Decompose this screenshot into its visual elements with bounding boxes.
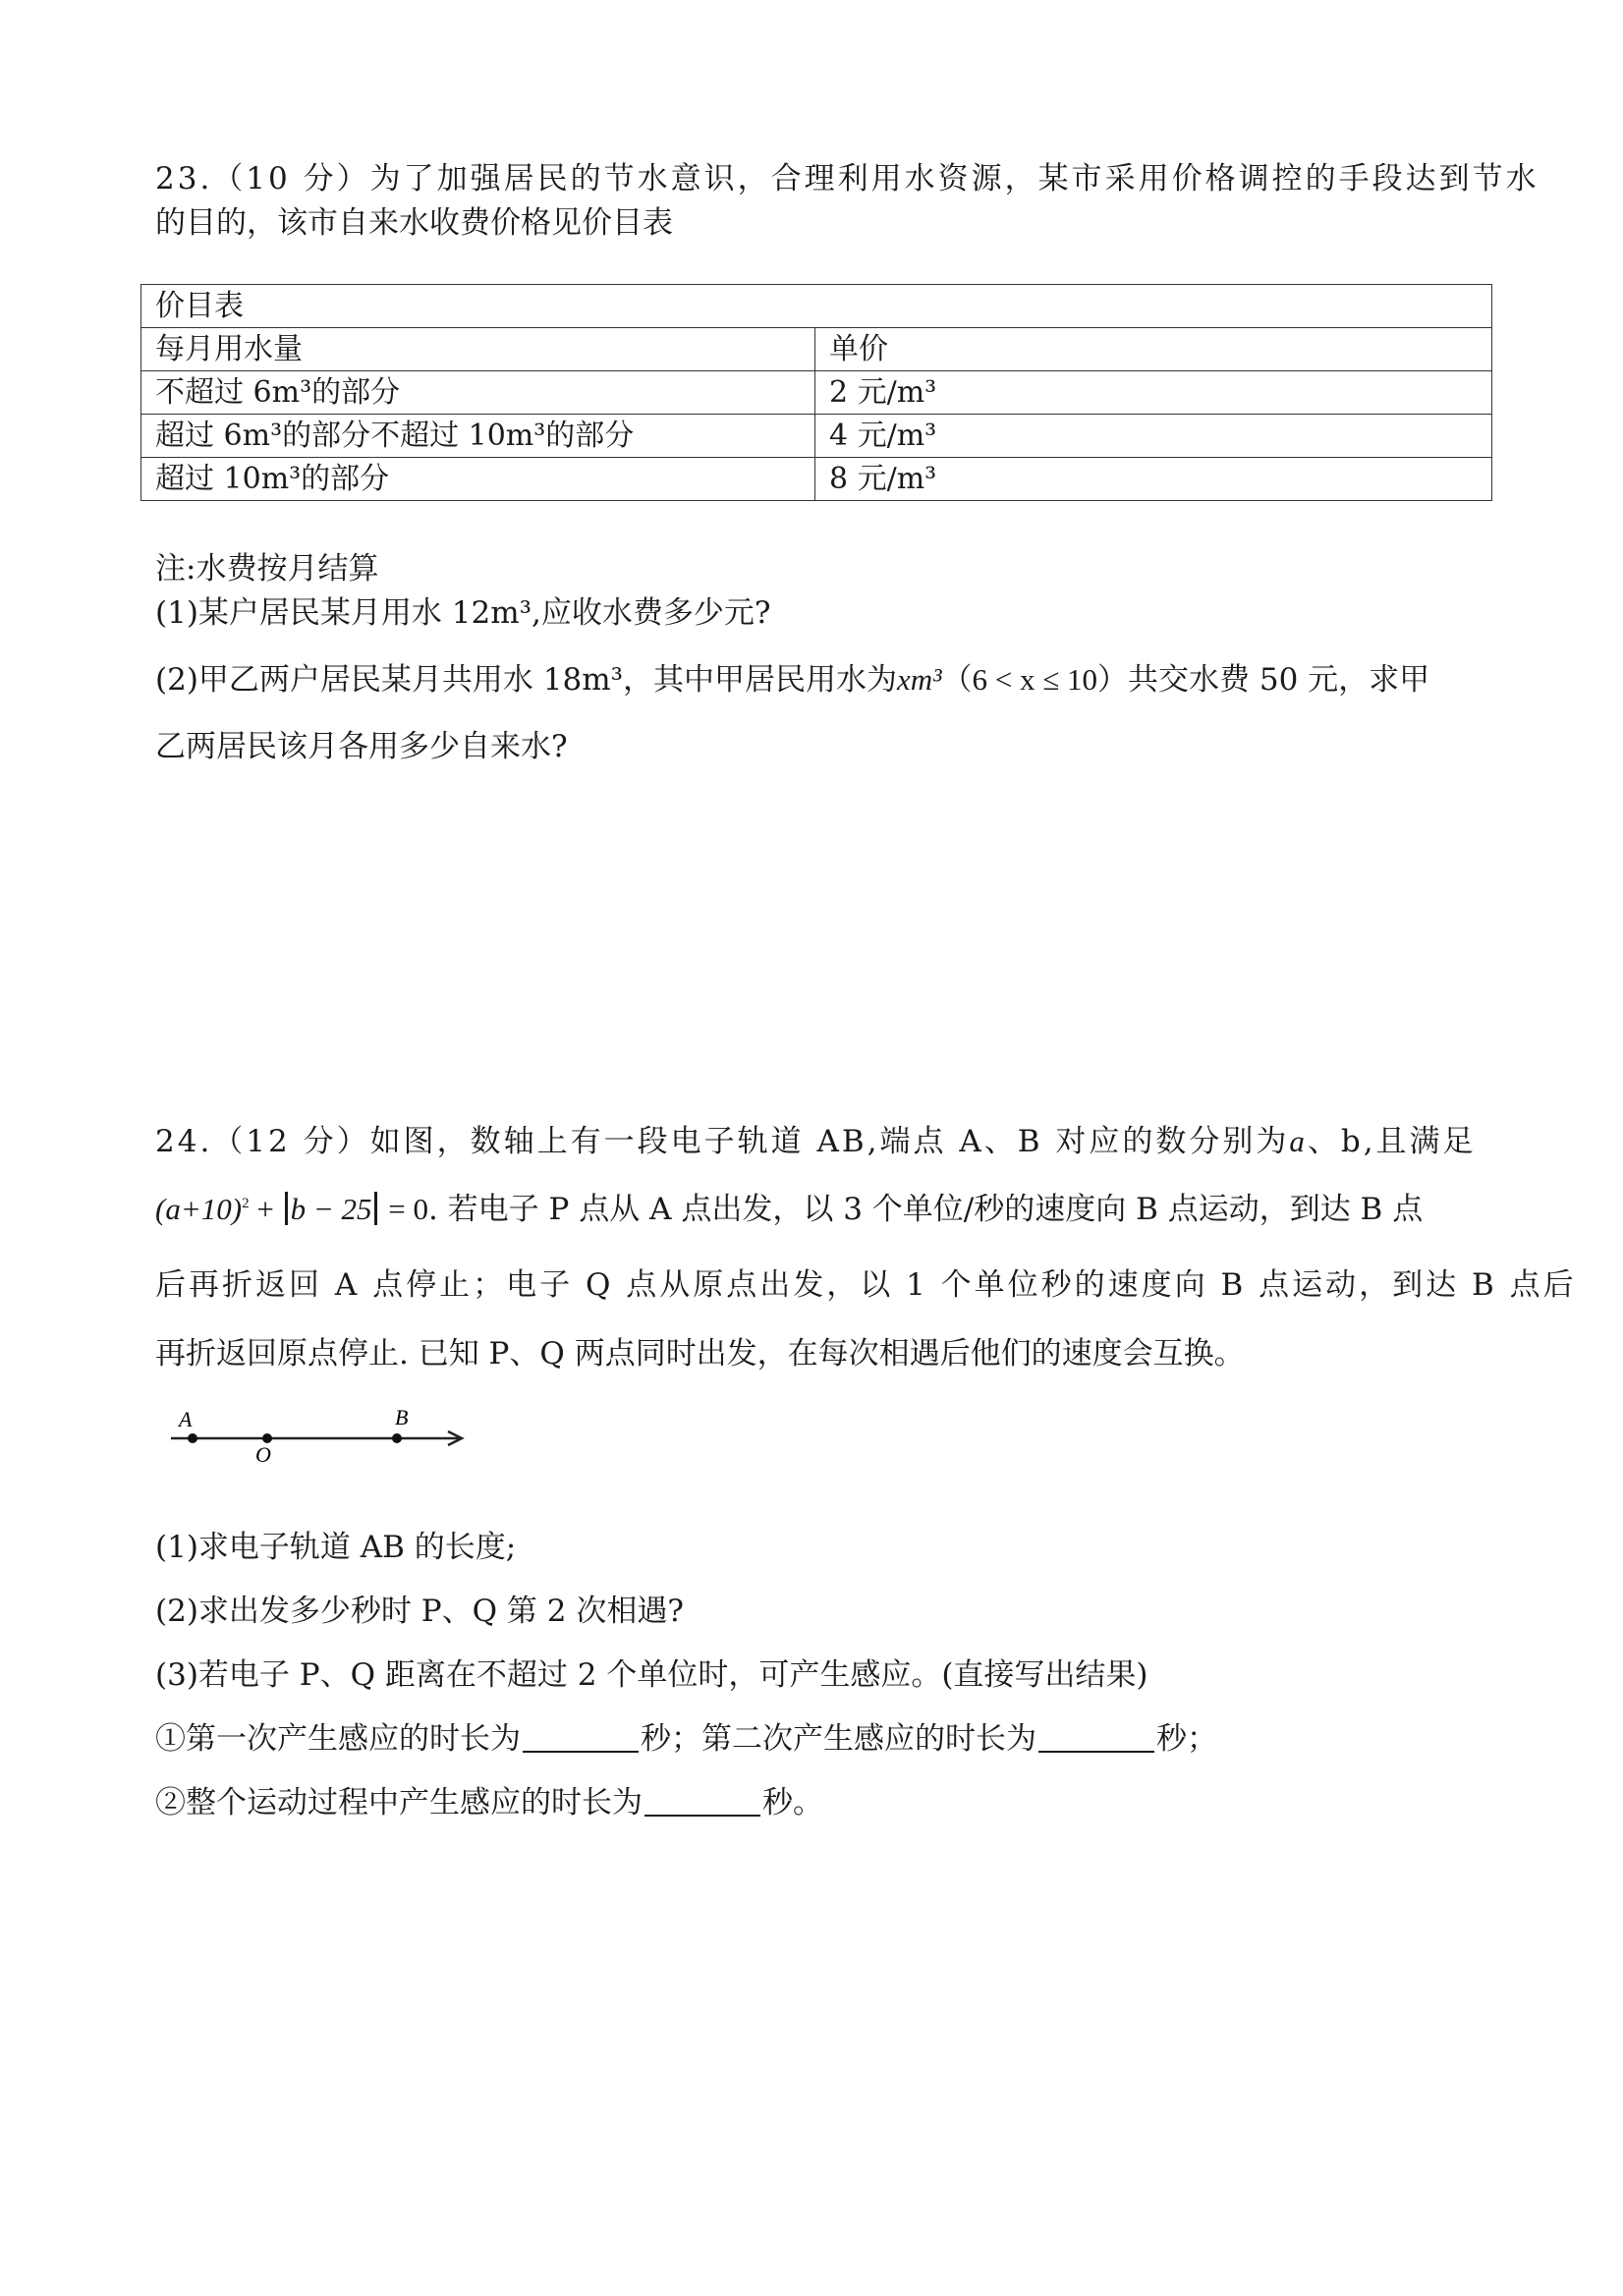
price-table-header-row: [141, 328, 1492, 371]
abs-bar-right: [374, 1192, 377, 1225]
table-row: [141, 458, 1492, 501]
q24-part1: (1)求电子轨道 AB 的长度;: [155, 1530, 517, 1565]
q24-sub1-text-b: 秒；第二次产生感应的时长为: [641, 1721, 1036, 1757]
q24-sub1-text-a: ①第一次产生感应的时长为: [155, 1721, 521, 1757]
q23-part2-text-b: 共交水费 50 元，求甲: [1128, 662, 1430, 698]
q24-part2: (2)求出发多少秒时 P、Q 第 2 次相遇?: [155, 1594, 684, 1629]
q23-part1: (1)某户居民某月用水 12m³,应收水费多少元?: [155, 595, 771, 631]
q24-sub2-text-a: ②整个运动过程中产生感应的时长为: [155, 1785, 643, 1820]
header-usage: 每月用水量: [141, 328, 815, 371]
q24-equation-plus: +: [249, 1192, 282, 1226]
q23-part2-text-a: (2)甲乙两户居民某月共用水 18m³，其中甲居民用水为: [155, 662, 898, 698]
number-line-figure: [167, 1405, 472, 1464]
q24-sub1-text-c: 秒；: [1156, 1721, 1217, 1757]
row-price: 4 元/m³: [815, 415, 1492, 458]
q24-equation-left: (a+10): [155, 1192, 243, 1226]
q24-part3: (3)若电子 P、Q 距离在不超过 2 个单位时，可产生感应。(直接写出结果): [155, 1657, 1148, 1693]
q23-stem-line2: 的目的，该市自来水收费价格见价目表: [155, 205, 673, 241]
table-row: [141, 415, 1492, 458]
q23-part2-condition: （6 < x ≤ 10）: [941, 662, 1128, 697]
row-usage: 超过 10m³的部分: [141, 458, 815, 501]
row-price: 2 元/m³: [815, 371, 1492, 415]
abs-bar-left: [285, 1192, 288, 1225]
q23-stem-line1: 23.（10 分）为了加强居民的节水意识，合理利用水资源，某市采用价格调控的手段达到节水: [155, 161, 1539, 196]
point-b: [392, 1433, 402, 1443]
q23-part2-variable: xm³: [897, 662, 942, 697]
q24-stem-line4: 再折返回原点停止. 已知 P、Q 两点同时出发，在每次相遇后他们的速度会互换。: [155, 1336, 1245, 1372]
q24-equation-abs: b − 25: [290, 1192, 372, 1226]
price-table-title-row: [141, 285, 1492, 328]
answer-blank-1[interactable]: [523, 1721, 639, 1753]
row-usage: 不超过 6m³的部分: [141, 371, 815, 415]
header-price: 单价: [815, 328, 1492, 371]
table-row: [141, 371, 1492, 415]
q24-equation-right: = 0: [380, 1192, 428, 1226]
q24-stem-line1: [155, 1122, 1477, 1161]
point-a: [188, 1433, 197, 1443]
q24-stem-line2: [155, 1190, 1423, 1229]
price-table-title: 价目表: [141, 285, 1492, 328]
answer-blank-3[interactable]: [644, 1785, 760, 1817]
q24-sub2: [155, 1783, 823, 1822]
q24-line1-text-b: 、b,且满足: [1307, 1124, 1477, 1159]
q24-sub2-text-b: 秒。: [762, 1785, 823, 1820]
row-usage: 超过 6m³的部分不超过 10m³的部分: [141, 415, 815, 458]
q24-sub1: [155, 1719, 1217, 1759]
q24-line1-text-a: 24.（12 分）如图，数轴上有一段电子轨道 AB,端点 A、B 对应的数分别为: [155, 1124, 1290, 1159]
label-o: O: [255, 1442, 271, 1464]
label-b: B: [395, 1405, 409, 1429]
label-a: A: [179, 1407, 193, 1431]
q24-variable-a: a: [1289, 1124, 1308, 1158]
q24-equation-exponent: 2: [242, 1196, 250, 1211]
q23-part2-line1: [155, 660, 1429, 700]
q23-note: 注:水费按月结算: [155, 551, 379, 587]
price-table: [140, 284, 1492, 501]
answer-blank-2[interactable]: [1038, 1721, 1154, 1753]
q24-line2-rest: . 若电子 P 点从 A 点出发，以 3 个单位/秒的速度向 B 点运动，到达 B 点: [427, 1192, 1424, 1227]
q23-part2-line2: 乙两居民该月各用多少自来水?: [155, 729, 568, 764]
row-price: 8 元/m³: [815, 458, 1492, 501]
q24-stem-line3: 后再折返回 A 点停止；电子 Q 点从原点出发，以 1 个单位秒的速度向 B 点运动，到达 B 点后: [155, 1267, 1577, 1303]
